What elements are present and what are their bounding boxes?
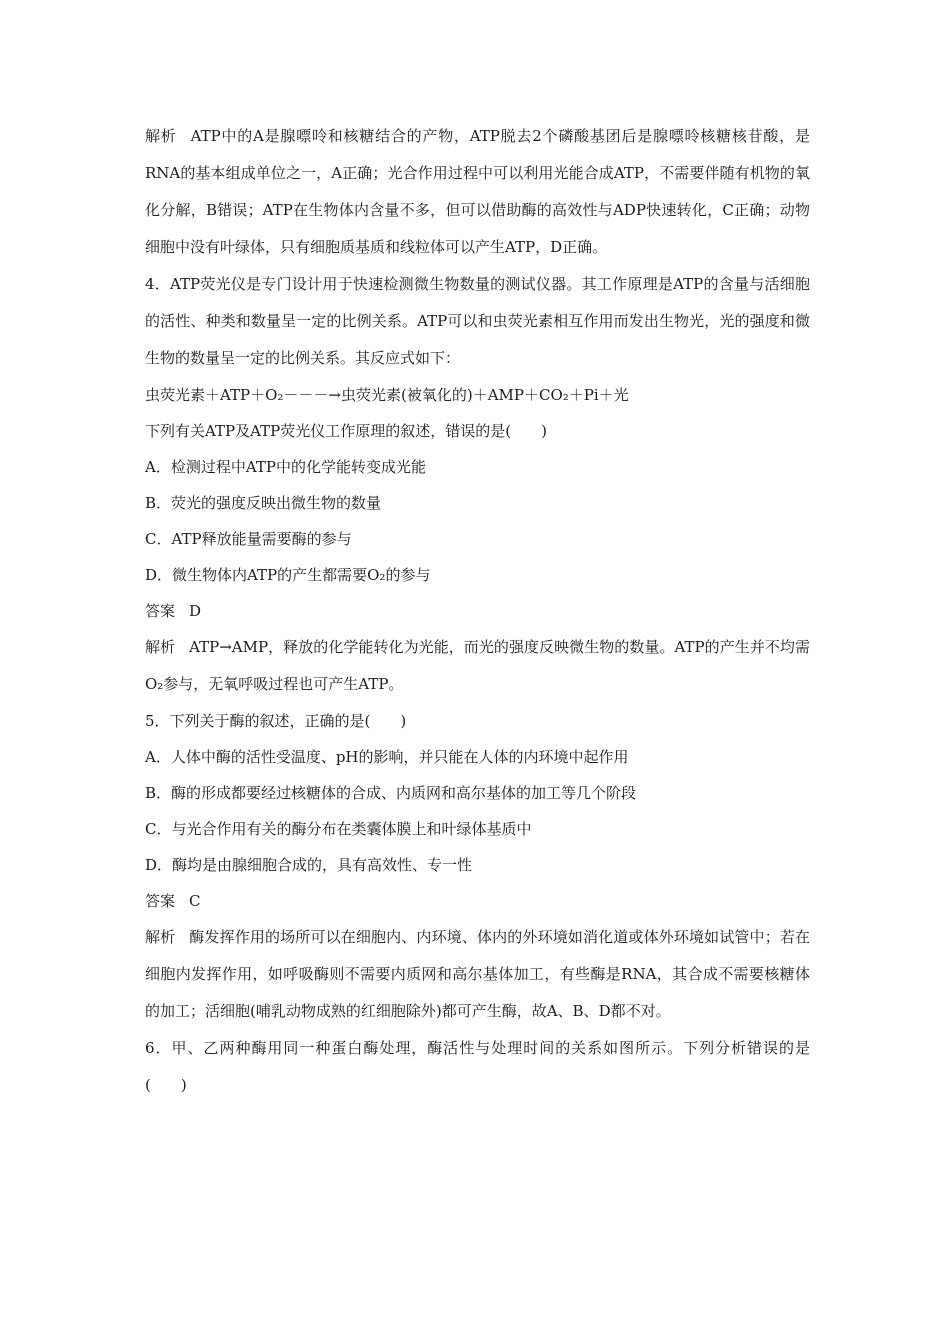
q5-answer [145, 883, 810, 919]
q4-answer-label: 答案 [145, 602, 176, 620]
q4-answer [145, 593, 810, 629]
q5-answer-value: C [189, 892, 201, 910]
q6-stem: 6．甲、乙两种酶用同一种蛋白酶处理，酶活性与处理时间的关系如图所示。下列分析错误的是( ) [145, 1039, 810, 1094]
q4-option-b: B．荧光的强度反映出微生物的数量 [145, 494, 382, 512]
q4-answer-value: D [189, 602, 202, 620]
q5-analysis-label: 解析 [145, 928, 176, 946]
q4-option-c: C．ATP释放能量需要酶的参与 [145, 530, 352, 548]
q5-option-d: D．酶均是由腺细胞合成的，具有高效性、专一性 [145, 856, 473, 874]
q4-option-d: D．微生物体内ATP的产生都需要O₂的参与 [145, 566, 431, 584]
q3-analysis-text: ATP中的A是腺嘌呤和核糖结合的产物，ATP脱去2个磷酸基团后是腺嘌呤核糖核苷酸，是RNA的基本组成单位之一，A正确；光合作用过程中可以利用光能合成ATP，不需要伴随有机物的氧化分解，B错误；ATP在生物体内含量不多，但可以借助酶的高效性与ADP快速转化，C正确；动物细胞中没有叶绿体，只有细胞质基质和线粒体可以产生ATP，D正确。 [145, 127, 810, 256]
q4-equation: 虫荧光素＋ATP＋O₂－－－→虫荧光素(被氧化的)＋AMP＋CO₂＋Pi＋光 [145, 386, 629, 404]
q4-stem: 4．ATP荧光仪是专门设计用于快速检测微生物数量的测试仪器。其工作原理是ATP的含量与活细胞的活性、种类和数量呈一定的比例关系。ATP可以和虫荧光素相互作用而发出生物光，光的强度和微生物的数量呈一定的比例关系。其反应式如下： [145, 275, 810, 367]
q5-answer-label: 答案 [145, 892, 176, 910]
q5-stem: 5．下列关于酶的叙述，正确的是( ) [145, 712, 407, 730]
q4-option-a: A．检测过程中ATP中的化学能转变成光能 [145, 458, 426, 476]
q3-analysis [145, 118, 810, 266]
document-page [145, 118, 810, 1104]
q5-option-c: C．与光合作用有关的酶分布在类囊体膜上和叶绿体基质中 [145, 820, 532, 838]
q3-analysis-label: 解析 [145, 127, 177, 145]
q5-analysis-text: 酶发挥作用的场所可以在细胞内、内环境、体内的外环境如消化道或体外环境如试管中；若在细胞内发挥作用，如呼吸酶则不需要内质网和高尔基体加工，有些酶是RNA，其合成不需要核糖体的加工；活细胞(哺乳动物成熟的红细胞除外)都可产生酶，故A、B、D都不对。 [145, 928, 810, 1020]
q5-analysis [145, 919, 810, 1030]
q4-analysis-label: 解析 [145, 638, 176, 656]
q4-analysis [145, 629, 810, 703]
q4-question: 下列有关ATP及ATP荧光仪工作原理的叙述，错误的是( ) [145, 422, 547, 440]
q5-option-b: B．酶的形成都要经过核糖体的合成、内质网和高尔基体的加工等几个阶段 [145, 784, 637, 802]
q5-option-a: A．人体中酶的活性受温度、pH的影响，并只能在人体的内环境中起作用 [145, 748, 629, 766]
q4-analysis-text: ATP→AMP，释放的化学能转化为光能，而光的强度反映微生物的数量。ATP的产生并不均需O₂参与，无氧呼吸过程也可产生ATP。 [145, 638, 810, 693]
